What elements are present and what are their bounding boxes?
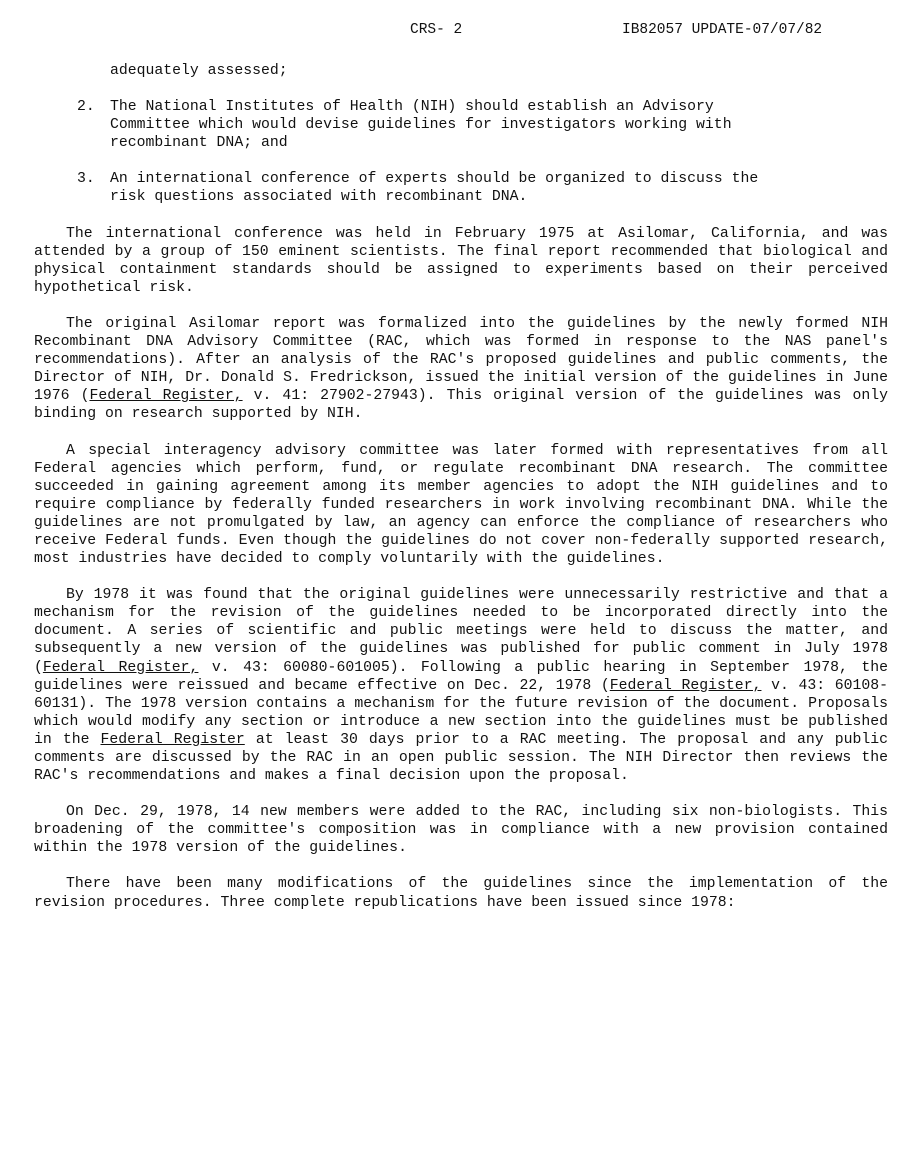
paragraph-asilomar-conference: The international conference was held in February 1975 at Asilomar, California, and was attended by a group of 150 eminent scientists. The final report recommended that biological and physical containment standards should be assigned to experiments based on their perceived hypothetical risk. [34,225,888,296]
list-item [77,98,888,152]
document-body [34,62,888,930]
paragraph-1978-revision [34,586,888,785]
text-run: v. 41: 27902-27943). This original version of the guidelines was only binding on research supported by NIH. [34,388,888,423]
text-run: By 1978 it was found that the original guidelines were unnecessarily restrictive and that a mechanism for the revision of the guidelines needed to be incorporated directly into the document. A series of scientific and public meetings were held to discuss the matter, and subsequently a new version of the guidelines was published for public comment in July 1978 ( [34,587,888,676]
list-item-number: 2. [77,99,95,116]
text-run: v. 43: 60080-601005). Following a public hearing in September 1978, the guidelines were reissued and became effective on Dec. 22, 1978 ( [34,659,888,694]
continued-list-text: adequately assessed; [110,63,288,79]
list-item-text: An international conference of experts should be organized to discuss the risk questions associated with recombinant DNA. [110,171,759,206]
paragraph-new-members: On Dec. 29, 1978, 14 new members were added to the RAC, including six non-biologists. This broadening of the committee's composition was in compliance with a new provision contained within the 1978 version of the guidelines. [34,804,888,857]
page-number: CRS- 2 [410,22,463,38]
text-run: The original Asilomar report was formalized into the guidelines by the newly formed NIH Recombinant DNA Advisory Committee (RAC, which was formed in response to the NAS panel's recommendations). After an analysis of the RAC's proposed guidelines and public comments, the Director of NIH, Dr. Donald S. Fredrickson, issued the initial version of the guidelines in June 1976 ( [34,315,888,405]
list-item-text: The National Institutes of Health (NIH) should establish an Advisory Committee which would devise guidelines for investigators working with recombinant DNA; and [110,99,732,152]
page-header [0,22,920,42]
citation-federal-register: Federal Register, [609,677,762,694]
citation-federal-register: Federal Register, [42,659,199,676]
paragraph-modifications: There have been many modifications of the guidelines since the implementation of the revision procedures. Three complete republications have been issued since 1978: [34,876,888,911]
text-run: at least 30 days prior to a RAC meeting. The proposal and any public comments are discussed by the RAC in an open public session. The NIH Director then reviews the RAC's recommendations and makes a final decision upon the proposal. [34,731,888,785]
document-id: IB82057 UPDATE-07/07/82 [622,22,823,38]
citation-federal-register: Federal Register [100,731,245,748]
text-run: v. 43: 60108-60131). The 1978 version contains a mechanism for the future revision of the document. Proposals which would modify any section or introduce a new section into the guidelines must be published in the [34,677,889,748]
paragraph-initial-guidelines [34,315,888,424]
paragraph-interagency-committee: A special interagency advisory committee was later formed with representatives from all Federal agencies which perform, fund, or regulate recombinant DNA research. The committee succeeded in gaining agreement among its member agencies to adopt the NIH guidelines and to require compliance by federally funded researchers in work involving recombinant DNA. While the guidelines are not promulgated by law, an agency can enforce the compliance of researchers who receive Federal funds. Even though the guidelines do not cover non-federally supported research, most industries have decided to comply voluntarily with the guidelines. [34,442,888,568]
list-item-number: 3. [77,171,95,188]
list-item [77,170,888,206]
citation-federal-register: Federal Register, [89,388,243,405]
